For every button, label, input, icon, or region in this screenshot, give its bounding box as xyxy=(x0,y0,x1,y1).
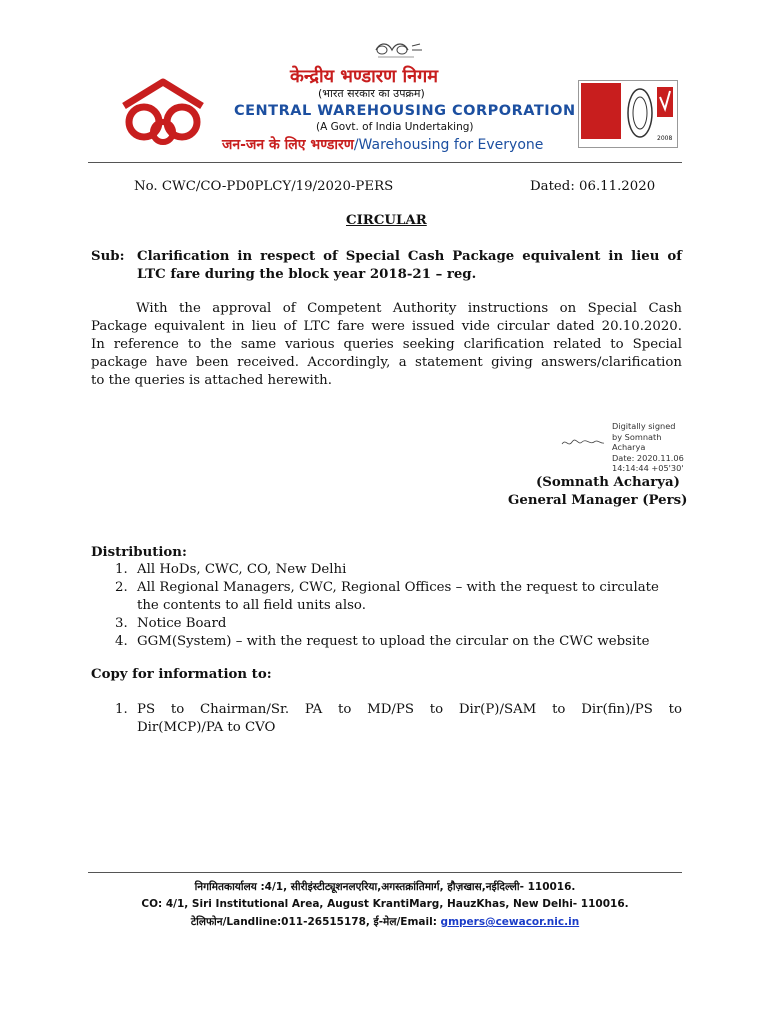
list-number: 1. xyxy=(115,702,128,717)
header-divider xyxy=(88,162,682,163)
signatory-designation: General Manager (Pers) xyxy=(508,493,688,508)
subject-line-2: LTC fare during the block year 2018-21 – reg. xyxy=(137,267,477,282)
footer-divider xyxy=(88,872,682,873)
list-text: All HoDs, CWC, CO, New Delhi xyxy=(137,562,347,577)
list-text: GGM(System) – with the request to upload the circular on the CWC website xyxy=(137,634,650,649)
body-paragraph xyxy=(91,300,682,390)
list-text: Notice Board xyxy=(137,616,227,631)
org-sub-hindi: (भारत सरकार का उपक्रम) xyxy=(318,87,425,100)
subject-label: Sub: xyxy=(91,249,125,264)
cwc-logo xyxy=(118,78,208,146)
reference-number: No. CWC/CO-PD0PLCY/19/2020-PERS xyxy=(134,179,394,194)
copy-line-2: Dir(MCP)/PA to CVO xyxy=(137,720,276,735)
digital-signature-line: 14:14:44 +05'30' xyxy=(612,463,684,473)
paragraph-line: In reference to the same various queries seeking clarification related to Special xyxy=(91,337,682,352)
paragraph-line: to the queries is attached herewith. xyxy=(91,373,332,388)
footer-address-english: CO: 4/1, Siri Institutional Area, August KrantiMarg, HauzKhas, New Delhi- 110016. xyxy=(141,898,629,910)
signatory-name: (Somnath Acharya) xyxy=(536,475,680,490)
list-item xyxy=(91,561,682,579)
footer-landline: टेलिफोन/Landline:011-26515178, ई-मेल/Email: xyxy=(190,916,441,928)
digital-signature-line: Digitally signed xyxy=(612,421,676,431)
org-sub-english: (A Govt. of India Undertaking) xyxy=(316,121,474,133)
list-item xyxy=(91,615,682,633)
emblem xyxy=(368,38,424,60)
list-item xyxy=(91,579,682,615)
distribution-list xyxy=(91,561,682,651)
cert-red-panel xyxy=(581,83,621,139)
list-text: the contents to all field units also. xyxy=(137,598,366,613)
paragraph-line: package have been received. Accordingly, a statement giving answers/clarification xyxy=(91,355,682,370)
tagline-hindi: जन-जन के लिए भण्डारण xyxy=(222,137,354,153)
signature-scribble xyxy=(560,436,606,450)
subject-line-1: Clarification in respect of Special Cash Package equivalent in lieu of xyxy=(137,249,682,264)
org-name-hindi: केन्द्रीय भण्डारण निगम xyxy=(290,66,439,87)
org-name-english: CENTRAL WAREHOUSING CORPORATION xyxy=(234,103,576,119)
list-number: 1. xyxy=(115,562,128,577)
distribution-heading: Distribution: xyxy=(91,545,187,560)
circular-date: Dated: 06.11.2020 xyxy=(530,179,656,194)
cert-seal-icon xyxy=(625,85,655,141)
copy-line-1: PS to Chairman/Sr. PA to MD/PS to Dir(P)/SAM to Dir(fin)/PS to xyxy=(137,702,682,717)
digital-signature-line: Date: 2020.11.06 xyxy=(612,452,684,463)
digital-signature-line: by Somnath xyxy=(612,431,662,442)
paragraph-line: With the approval of Competent Authority instructions on Special Cash xyxy=(136,301,682,316)
footer-contact xyxy=(88,915,682,929)
cert-check-icon xyxy=(657,87,673,117)
list-number: 2. xyxy=(115,580,128,595)
copy-list xyxy=(91,701,682,737)
list-item xyxy=(91,633,682,651)
list-number: 4. xyxy=(115,634,128,649)
tagline-english: /Warehousing for Everyone xyxy=(353,137,544,153)
list-text: All Regional Managers, CWC, Regional Offices – with the request to circulate xyxy=(137,580,659,595)
digital-signature-line: Acharya xyxy=(612,442,646,452)
list-number: 3. xyxy=(115,616,128,631)
digital-signature-block xyxy=(612,421,684,474)
footer-address-hindi: निगमितकार्यालय :4/1, सीरीइंस्टीट्यूशनलएरिया,अगस्तक्रांतिमार्ग, हौज़खास,नईदिल्ली- 110016. xyxy=(194,881,576,893)
email-link[interactable]: gmpers@cewacor.nic.in xyxy=(440,916,580,928)
cert-year: 2008 xyxy=(657,135,673,142)
iso-cert-badge xyxy=(578,80,678,148)
circular-title: CIRCULAR xyxy=(346,213,427,228)
tagline xyxy=(222,135,543,154)
copy-heading: Copy for information to: xyxy=(91,667,272,682)
paragraph-line: Package equivalent in lieu of LTC fare were issued vide circular dated 20.10.2020. xyxy=(91,319,682,334)
